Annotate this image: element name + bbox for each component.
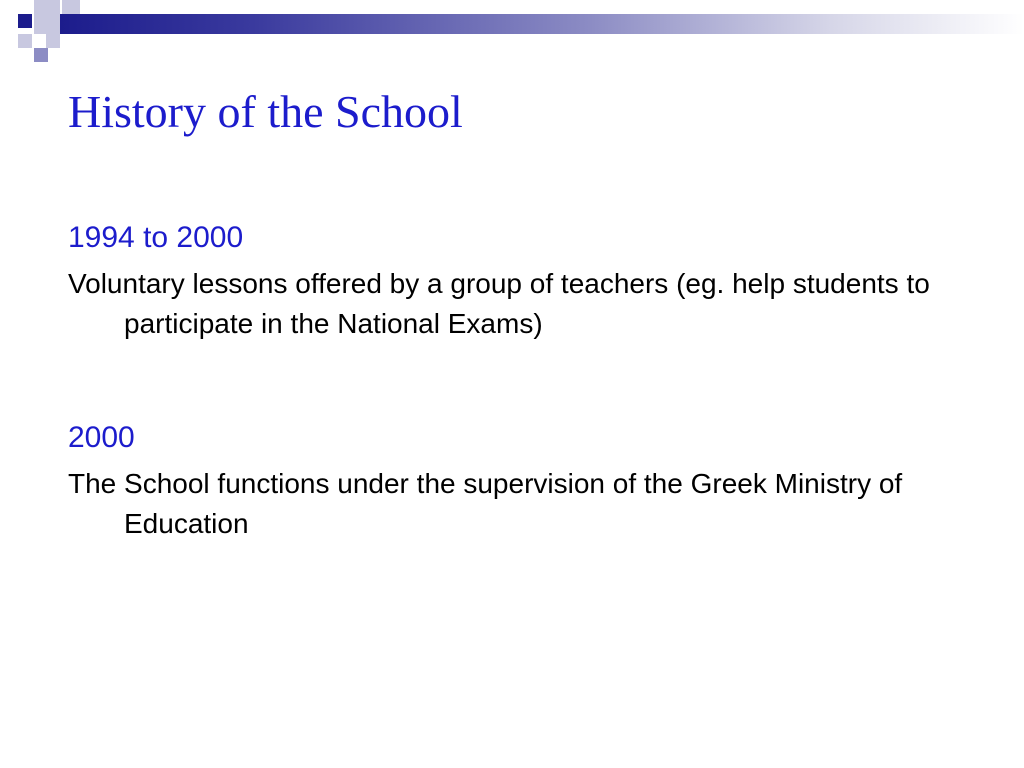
decoration-square bbox=[34, 14, 60, 34]
timeline-section bbox=[68, 418, 968, 544]
header-gradient-bar bbox=[60, 14, 1024, 34]
section-body: Voluntary lessons offered by a group of teachers (eg. help students to participate in the National Exams) bbox=[68, 268, 930, 339]
slide-title: History of the School bbox=[68, 86, 463, 137]
header-decoration bbox=[0, 0, 1024, 70]
section-body: The School functions under the supervision of the Greek Ministry of Education bbox=[68, 468, 903, 539]
decoration-square bbox=[18, 34, 32, 48]
decoration-square bbox=[46, 34, 60, 48]
decoration-square bbox=[62, 0, 80, 14]
timeline-section bbox=[68, 218, 968, 344]
decoration-square bbox=[46, 0, 60, 14]
section-heading: 2000 bbox=[68, 421, 135, 454]
section-heading: 1994 to 2000 bbox=[68, 221, 244, 254]
slide-content bbox=[68, 218, 968, 544]
decoration-square bbox=[18, 14, 32, 28]
decoration-square bbox=[34, 48, 48, 62]
